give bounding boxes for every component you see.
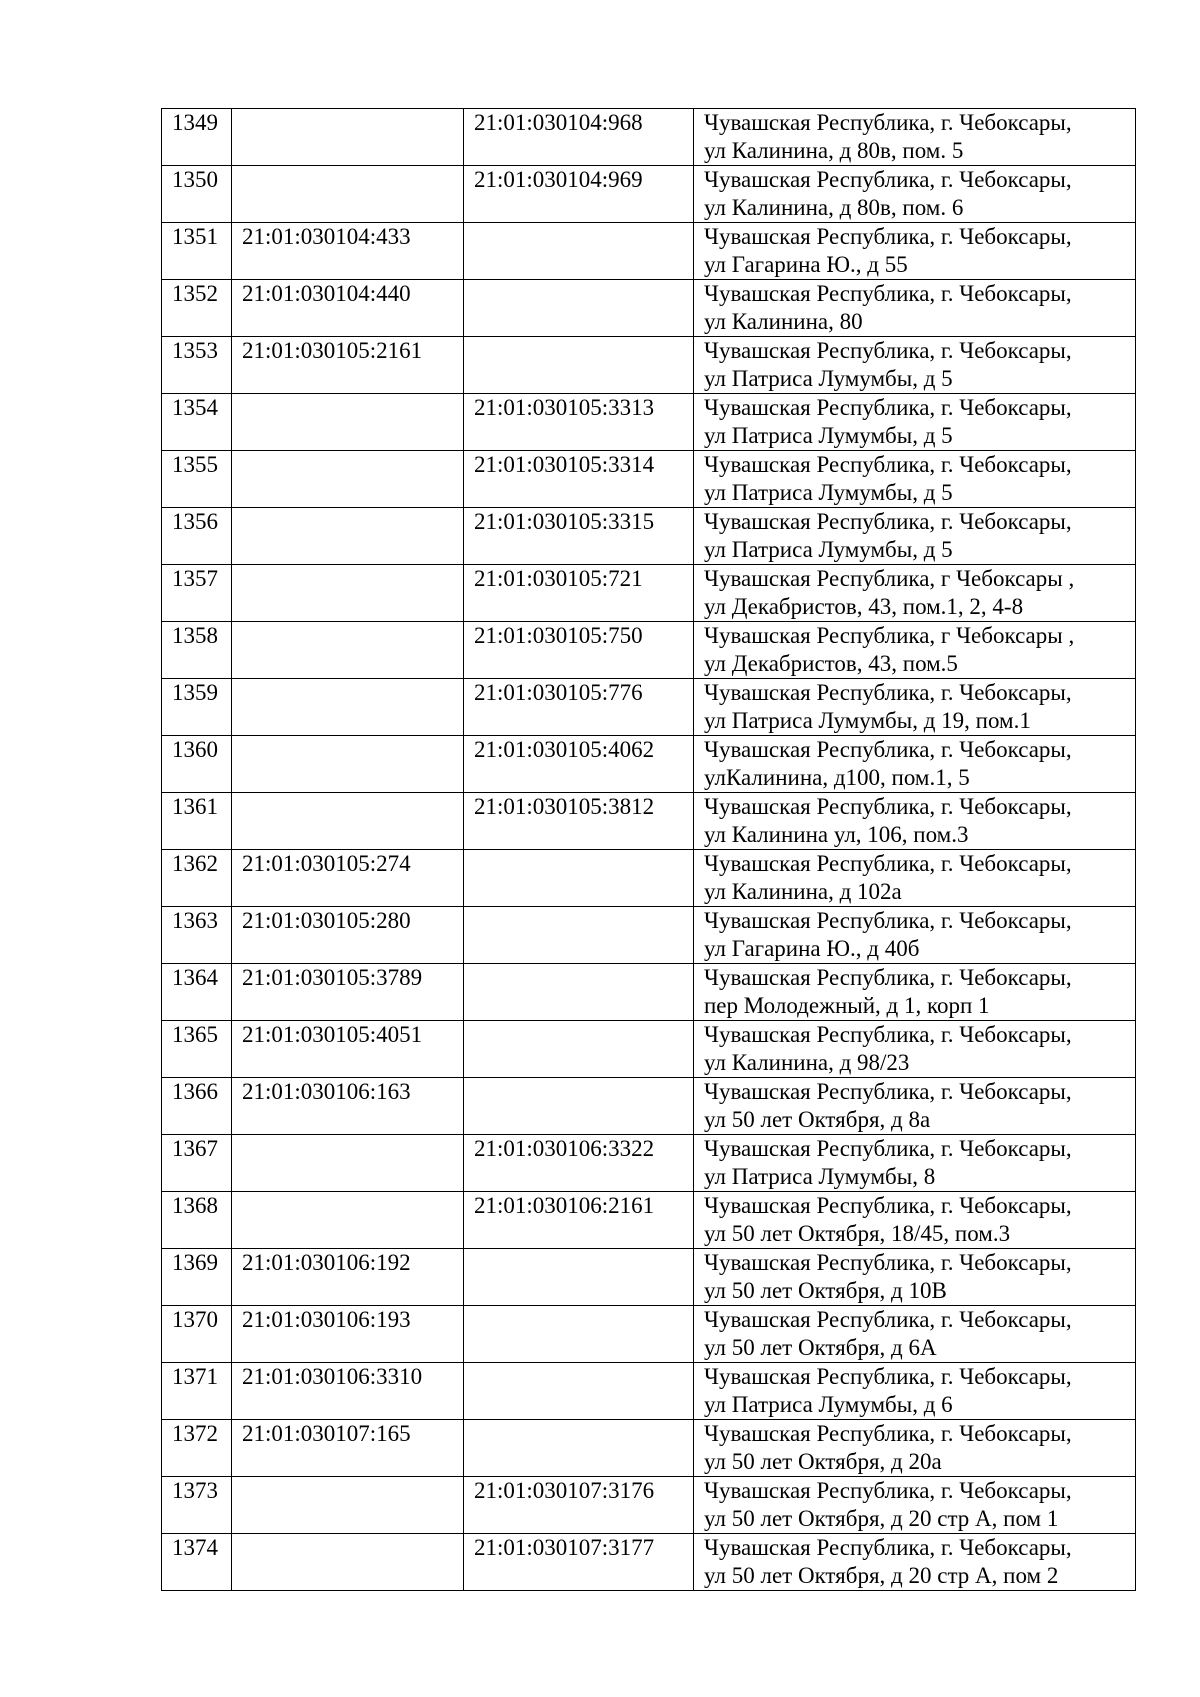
address-line-street: ул Патриса Лумумбы, д 6	[704, 1392, 953, 1417]
land-cadastral-number-cell	[232, 394, 464, 451]
address-line-street: ул 50 лет Октября, д 20 стр А, пом 2	[704, 1563, 1059, 1588]
row-number-cell: 1372	[162, 1420, 232, 1477]
address-line-street: ул Патриса Лумумбы, д 5	[704, 537, 953, 562]
address-cell	[694, 1477, 1136, 1534]
row-number-cell: 1367	[162, 1135, 232, 1192]
row-number-cell: 1365	[162, 1021, 232, 1078]
address-cell	[694, 1135, 1136, 1192]
row-number-cell: 1349	[162, 109, 232, 166]
address-line-street: пер Молодежный, д 1, корп 1	[704, 993, 990, 1018]
address-cell	[694, 394, 1136, 451]
address-cell	[694, 1249, 1136, 1306]
row-number-cell: 1368	[162, 1192, 232, 1249]
building-cadastral-number-cell: 21:01:030107:3177	[464, 1534, 694, 1591]
address-line-street: ул 50 лет Октября, д 20 стр А, пом 1	[704, 1506, 1059, 1531]
address-line-street: ул Калинина, д 102а	[704, 879, 902, 904]
land-cadastral-number-cell: 21:01:030107:165	[232, 1420, 464, 1477]
row-number-cell: 1371	[162, 1363, 232, 1420]
table-row	[162, 736, 1136, 793]
table-row	[162, 565, 1136, 622]
address-cell	[694, 109, 1136, 166]
address-line-street: ул Калинина, д 98/23	[704, 1050, 910, 1075]
row-number-cell: 1366	[162, 1078, 232, 1135]
table-row	[162, 1306, 1136, 1363]
building-cadastral-number-cell	[464, 1078, 694, 1135]
table-row	[162, 1078, 1136, 1135]
address-cell	[694, 337, 1136, 394]
address-line-region: Чувашская Республика, г. Чебоксары,	[704, 1250, 1072, 1275]
land-cadastral-number-cell: 21:01:030104:433	[232, 223, 464, 280]
table-row	[162, 679, 1136, 736]
row-number-cell: 1364	[162, 964, 232, 1021]
building-cadastral-number-cell	[464, 337, 694, 394]
building-cadastral-number-cell	[464, 1021, 694, 1078]
row-number-cell: 1357	[162, 565, 232, 622]
table-row	[162, 166, 1136, 223]
building-cadastral-number-cell	[464, 1306, 694, 1363]
table-row	[162, 508, 1136, 565]
address-line-street: ул Патриса Лумумбы, д 5	[704, 366, 953, 391]
address-cell	[694, 508, 1136, 565]
land-cadastral-number-cell: 21:01:030104:440	[232, 280, 464, 337]
address-line-region: Чувашская Республика, г. Чебоксары,	[704, 737, 1072, 762]
land-cadastral-number-cell: 21:01:030106:192	[232, 1249, 464, 1306]
address-line-region: Чувашская Республика, г. Чебоксары,	[704, 1421, 1072, 1446]
property-table	[161, 108, 1136, 1591]
address-line-region: Чувашская Республика, г. Чебоксары,	[704, 281, 1072, 306]
address-line-region: Чувашская Республика, г. Чебоксары,	[704, 851, 1072, 876]
table-row	[162, 1363, 1136, 1420]
address-line-region: Чувашская Республика, г. Чебоксары,	[704, 965, 1072, 990]
address-line-region: Чувашская Республика, г. Чебоксары,	[704, 509, 1072, 534]
address-line-region: Чувашская Республика, г. Чебоксары,	[704, 1364, 1072, 1389]
row-number-cell: 1354	[162, 394, 232, 451]
address-line-street: ул Калинина ул, 106, пом.3	[704, 822, 969, 847]
address-cell	[694, 793, 1136, 850]
address-cell	[694, 451, 1136, 508]
address-cell	[694, 565, 1136, 622]
building-cadastral-number-cell: 21:01:030105:4062	[464, 736, 694, 793]
row-number-cell: 1363	[162, 907, 232, 964]
row-number-cell: 1351	[162, 223, 232, 280]
land-cadastral-number-cell	[232, 1135, 464, 1192]
address-cell	[694, 1021, 1136, 1078]
building-cadastral-number-cell: 21:01:030105:750	[464, 622, 694, 679]
table-row	[162, 1534, 1136, 1591]
land-cadastral-number-cell	[232, 451, 464, 508]
building-cadastral-number-cell: 21:01:030107:3176	[464, 1477, 694, 1534]
address-line-street: ул Калинина, д 80в, пом. 5	[704, 138, 964, 163]
address-line-street: ул Патриса Лумумбы, 8	[704, 1164, 936, 1189]
table-row	[162, 1021, 1136, 1078]
land-cadastral-number-cell: 21:01:030105:3789	[232, 964, 464, 1021]
row-number-cell: 1374	[162, 1534, 232, 1591]
address-line-region: Чувашская Республика, г. Чебоксары,	[704, 110, 1072, 135]
table-row	[162, 223, 1136, 280]
building-cadastral-number-cell	[464, 223, 694, 280]
address-line-region: Чувашская Республика, г. Чебоксары,	[704, 794, 1072, 819]
table-row	[162, 1477, 1136, 1534]
address-cell	[694, 907, 1136, 964]
address-cell	[694, 166, 1136, 223]
land-cadastral-number-cell	[232, 508, 464, 565]
table-row	[162, 622, 1136, 679]
address-line-region: Чувашская Республика, г. Чебоксары,	[704, 1136, 1072, 1161]
building-cadastral-number-cell: 21:01:030105:3313	[464, 394, 694, 451]
address-line-region: Чувашская Республика, г. Чебоксары,	[704, 167, 1072, 192]
address-line-region: Чувашская Республика, г. Чебоксары,	[704, 1478, 1072, 1503]
address-line-region: Чувашская Республика, г. Чебоксары,	[704, 908, 1072, 933]
address-cell	[694, 1078, 1136, 1135]
building-cadastral-number-cell	[464, 1363, 694, 1420]
address-cell	[694, 1420, 1136, 1477]
address-line-region: Чувашская Республика, г Чебоксары ,	[704, 623, 1075, 648]
land-cadastral-number-cell	[232, 109, 464, 166]
address-cell	[694, 1192, 1136, 1249]
address-line-region: Чувашская Республика, г. Чебоксары,	[704, 224, 1072, 249]
row-number-cell: 1373	[162, 1477, 232, 1534]
land-cadastral-number-cell: 21:01:030106:163	[232, 1078, 464, 1135]
building-cadastral-number-cell: 21:01:030106:3322	[464, 1135, 694, 1192]
table-row	[162, 394, 1136, 451]
address-cell	[694, 622, 1136, 679]
row-number-cell: 1350	[162, 166, 232, 223]
table-row	[162, 1420, 1136, 1477]
building-cadastral-number-cell	[464, 964, 694, 1021]
building-cadastral-number-cell: 21:01:030105:721	[464, 565, 694, 622]
address-line-street: ул Декабристов, 43, пом.5	[704, 651, 958, 676]
row-number-cell: 1361	[162, 793, 232, 850]
address-line-region: Чувашская Республика, г Чебоксары ,	[704, 566, 1075, 591]
address-line-street: ул Патриса Лумумбы, д 5	[704, 480, 953, 505]
table-row	[162, 1249, 1136, 1306]
building-cadastral-number-cell: 21:01:030104:969	[464, 166, 694, 223]
address-line-region: Чувашская Республика, г. Чебоксары,	[704, 1307, 1072, 1332]
address-line-street: ул 50 лет Октября, д 8а	[704, 1107, 931, 1132]
address-line-region: Чувашская Республика, г. Чебоксары,	[704, 1022, 1072, 1047]
address-line-street: ул Гагарина Ю., д 40б	[704, 936, 920, 961]
table-row	[162, 337, 1136, 394]
address-line-region: Чувашская Республика, г. Чебоксары,	[704, 1193, 1072, 1218]
address-line-region: Чувашская Республика, г. Чебоксары,	[704, 395, 1072, 420]
land-cadastral-number-cell	[232, 166, 464, 223]
land-cadastral-number-cell: 21:01:030106:3310	[232, 1363, 464, 1420]
building-cadastral-number-cell	[464, 850, 694, 907]
table-row	[162, 1192, 1136, 1249]
table-row	[162, 907, 1136, 964]
address-line-street: ул Декабристов, 43, пом.1, 2, 4-8	[704, 594, 1024, 619]
land-cadastral-number-cell: 21:01:030105:274	[232, 850, 464, 907]
address-line-street: ул Патриса Лумумбы, д 19, пом.1	[704, 708, 1031, 733]
table-row	[162, 451, 1136, 508]
land-cadastral-number-cell	[232, 1192, 464, 1249]
table-row	[162, 280, 1136, 337]
address-cell	[694, 964, 1136, 1021]
building-cadastral-number-cell: 21:01:030105:3812	[464, 793, 694, 850]
address-cell	[694, 280, 1136, 337]
row-number-cell: 1352	[162, 280, 232, 337]
address-cell	[694, 736, 1136, 793]
land-cadastral-number-cell	[232, 793, 464, 850]
row-number-cell: 1369	[162, 1249, 232, 1306]
table-row	[162, 1135, 1136, 1192]
building-cadastral-number-cell: 21:01:030105:776	[464, 679, 694, 736]
address-line-street: ул Калинина, 80	[704, 309, 863, 334]
row-number-cell: 1360	[162, 736, 232, 793]
land-cadastral-number-cell	[232, 622, 464, 679]
address-cell	[694, 1534, 1136, 1591]
address-line-street: ул Гагарина Ю., д 55	[704, 252, 908, 277]
land-cadastral-number-cell: 21:01:030105:2161	[232, 337, 464, 394]
land-cadastral-number-cell	[232, 565, 464, 622]
row-number-cell: 1355	[162, 451, 232, 508]
table-body	[162, 109, 1136, 1591]
row-number-cell: 1358	[162, 622, 232, 679]
building-cadastral-number-cell: 21:01:030105:3314	[464, 451, 694, 508]
land-cadastral-number-cell: 21:01:030106:193	[232, 1306, 464, 1363]
address-line-region: Чувашская Республика, г. Чебоксары,	[704, 680, 1072, 705]
address-line-region: Чувашская Республика, г. Чебоксары,	[704, 1535, 1072, 1560]
address-cell	[694, 1306, 1136, 1363]
row-number-cell: 1353	[162, 337, 232, 394]
row-number-cell: 1356	[162, 508, 232, 565]
address-line-street: ул 50 лет Октября, д 6А	[704, 1335, 937, 1360]
address-line-street: ул Калинина, д 80в, пом. 6	[704, 195, 964, 220]
address-line-region: Чувашская Республика, г. Чебоксары,	[704, 338, 1072, 363]
building-cadastral-number-cell	[464, 907, 694, 964]
address-line-region: Чувашская Республика, г. Чебоксары,	[704, 1079, 1072, 1104]
building-cadastral-number-cell	[464, 1249, 694, 1306]
land-cadastral-number-cell	[232, 679, 464, 736]
land-cadastral-number-cell: 21:01:030105:280	[232, 907, 464, 964]
address-cell	[694, 679, 1136, 736]
building-cadastral-number-cell	[464, 1420, 694, 1477]
row-number-cell: 1362	[162, 850, 232, 907]
land-cadastral-number-cell	[232, 1534, 464, 1591]
table-row	[162, 793, 1136, 850]
land-cadastral-number-cell: 21:01:030105:4051	[232, 1021, 464, 1078]
address-line-region: Чувашская Республика, г. Чебоксары,	[704, 452, 1072, 477]
land-cadastral-number-cell	[232, 736, 464, 793]
address-cell	[694, 1363, 1136, 1420]
address-line-street: ул 50 лет Октября, д 10В	[704, 1278, 947, 1303]
address-line-street: ул 50 лет Октября, 18/45, пом.3	[704, 1221, 1011, 1246]
table-row	[162, 109, 1136, 166]
table-row	[162, 850, 1136, 907]
land-cadastral-number-cell	[232, 1477, 464, 1534]
address-line-street: ул 50 лет Октября, д 20а	[704, 1449, 942, 1474]
row-number-cell: 1359	[162, 679, 232, 736]
building-cadastral-number-cell: 21:01:030104:968	[464, 109, 694, 166]
table-row	[162, 964, 1136, 1021]
address-line-street: ул Патриса Лумумбы, д 5	[704, 423, 953, 448]
building-cadastral-number-cell: 21:01:030105:3315	[464, 508, 694, 565]
building-cadastral-number-cell	[464, 280, 694, 337]
building-cadastral-number-cell: 21:01:030106:2161	[464, 1192, 694, 1249]
address-cell	[694, 223, 1136, 280]
address-line-street: улКалинина, д100, пом.1, 5	[704, 765, 970, 790]
address-cell	[694, 850, 1136, 907]
row-number-cell: 1370	[162, 1306, 232, 1363]
